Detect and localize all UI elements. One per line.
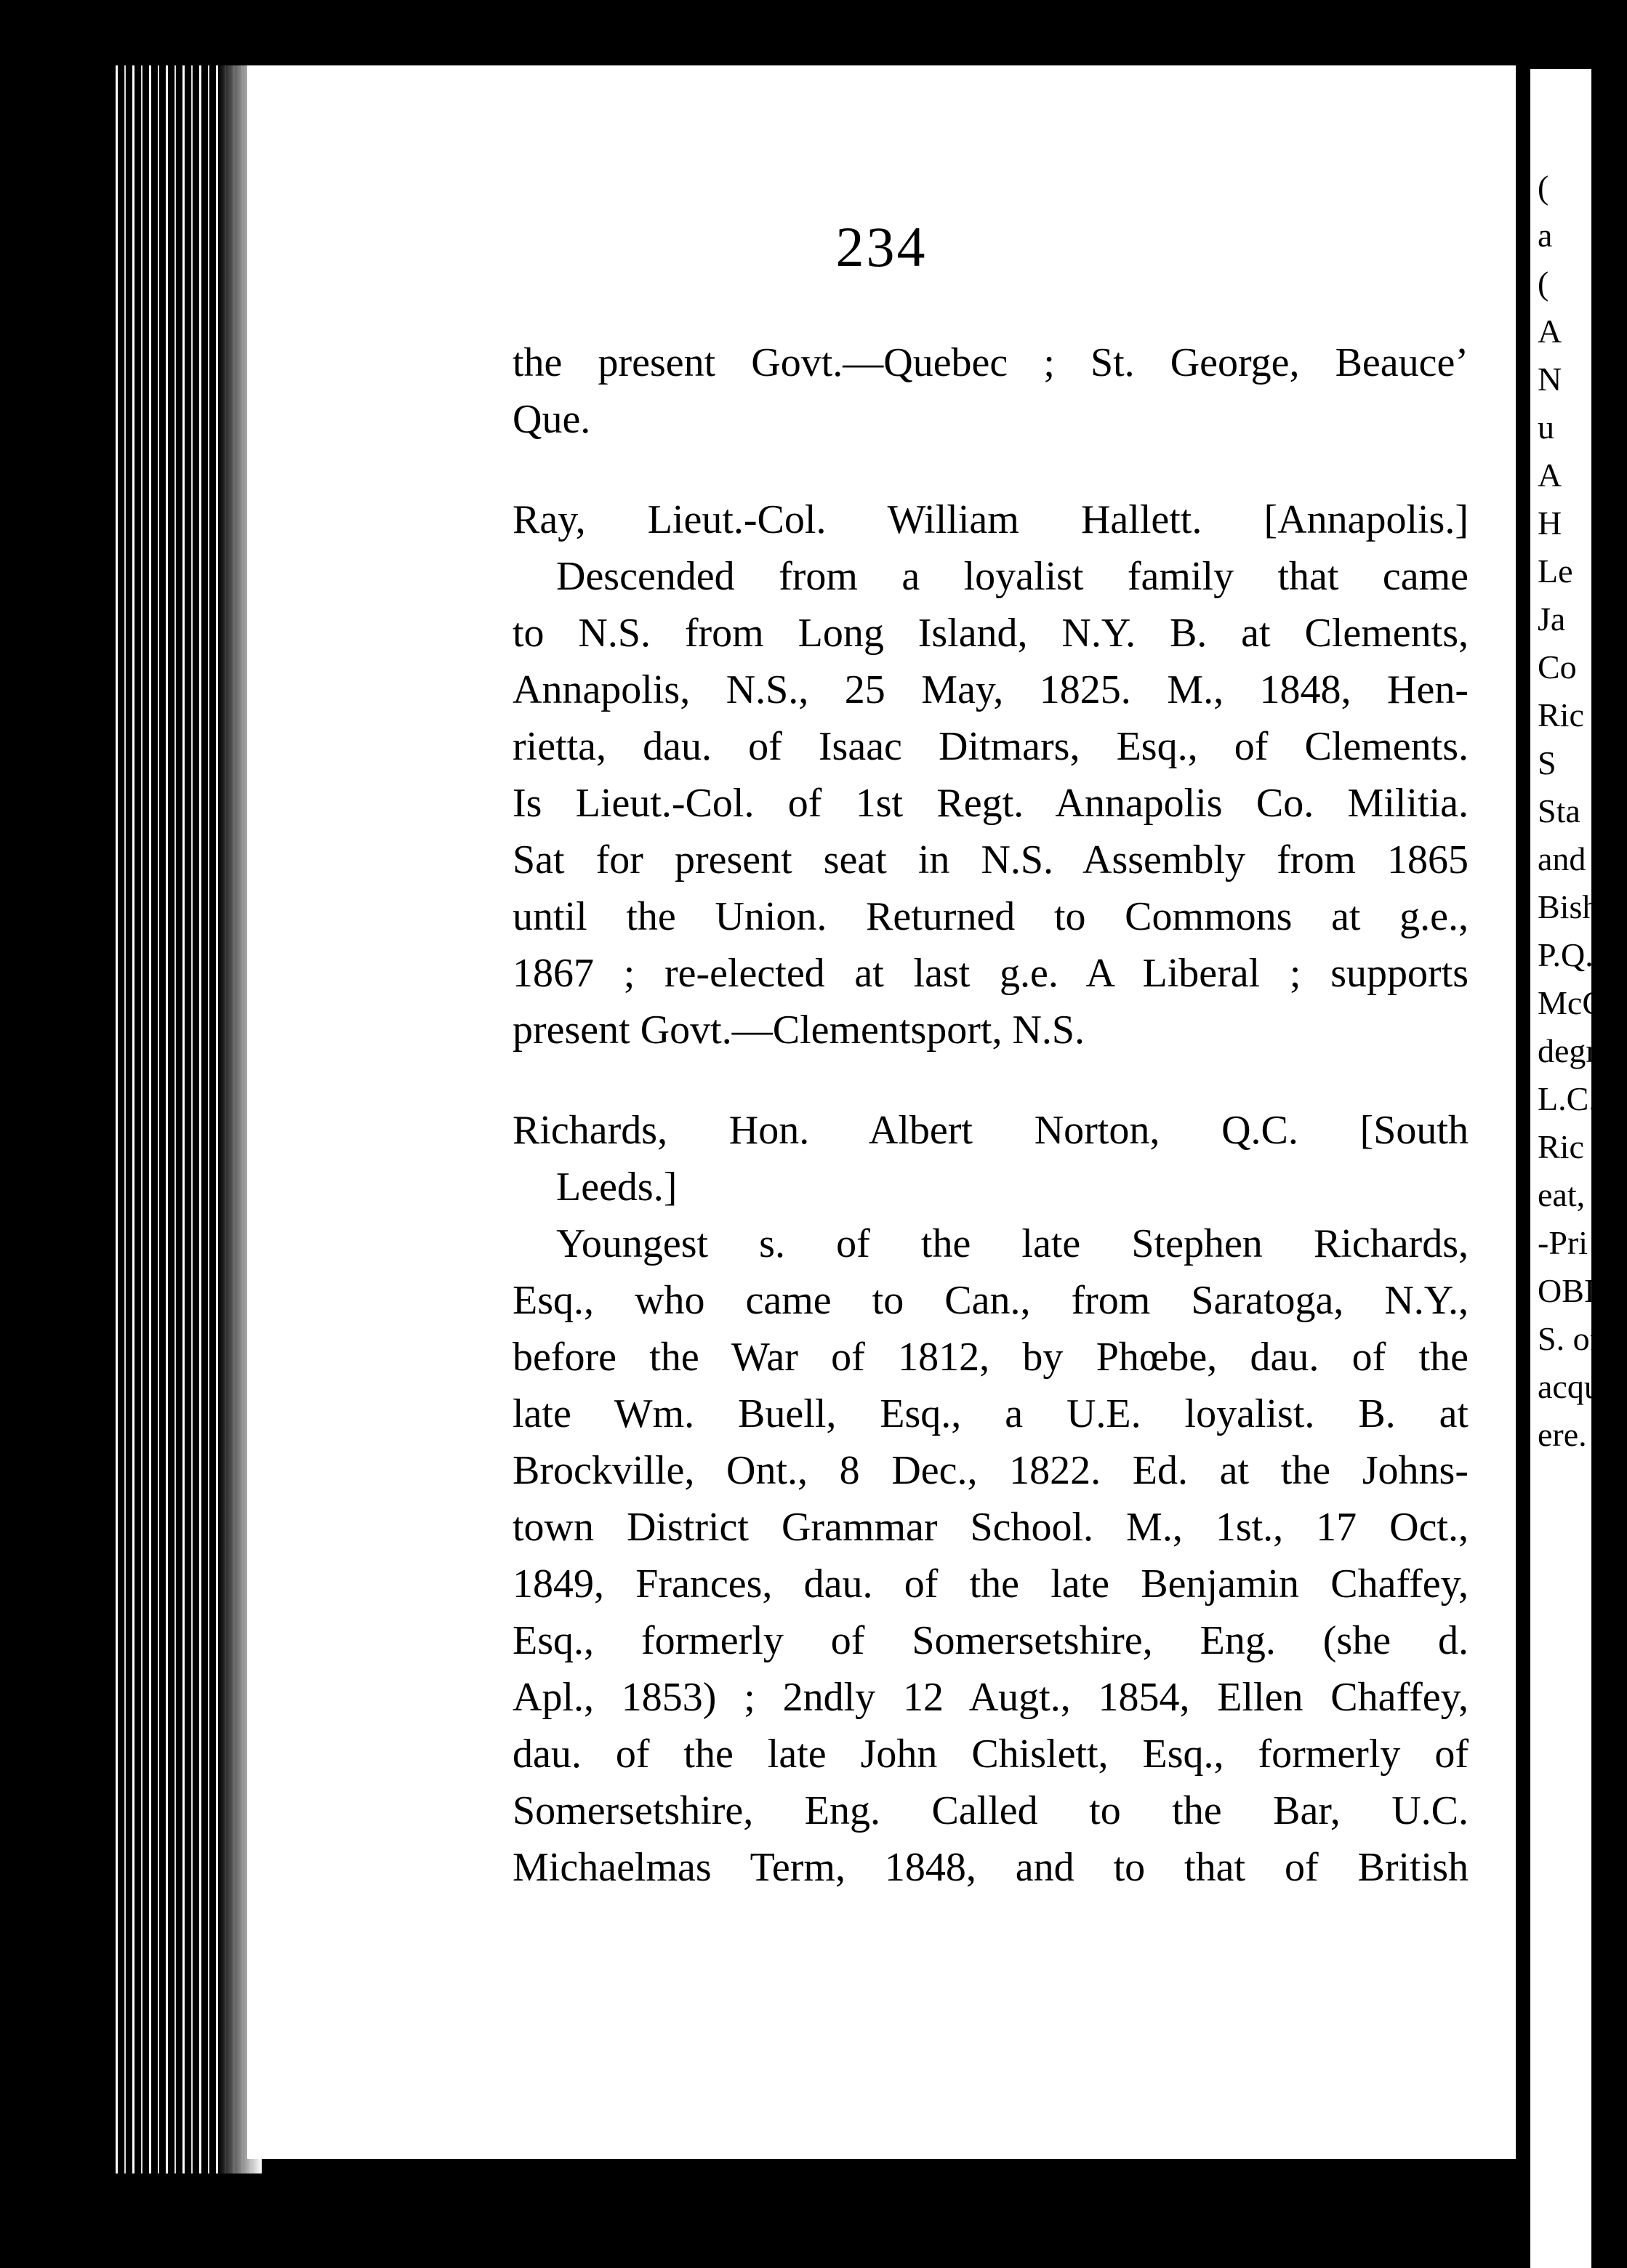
- adjacent-page-line: a: [1538, 217, 1553, 254]
- text-line: Michaelmas Term, 1848, and to that of British: [513, 1845, 1469, 1890]
- adjacent-page-fragment: [1530, 69, 1627, 2268]
- text-line: Richards, Hon. Albert Norton, Q.C. [South: [513, 1108, 1469, 1153]
- adjacent-page-line: Le: [1538, 552, 1573, 590]
- adjacent-page-line: Co: [1538, 648, 1577, 685]
- text-line: Leeds.]: [556, 1165, 678, 1210]
- text-line: Sat for present seat in N.S. Assembly from 1865: [513, 837, 1469, 882]
- text-line: Descended from a loyalist family that came: [556, 554, 1469, 599]
- text-line: dau. of the late John Chislett, Esq., formerly of: [513, 1732, 1469, 1777]
- adjacent-page-line: Sta: [1538, 792, 1580, 829]
- text-line: Youngest s. of the late Stephen Richards,: [556, 1221, 1469, 1266]
- text-line: to N.S. from Long Island, N.Y. B. at Clements,: [513, 611, 1469, 656]
- adjacent-page-line: and: [1538, 840, 1586, 877]
- adjacent-page-line: Ric: [1538, 696, 1584, 733]
- adjacent-page-line: H: [1538, 504, 1562, 542]
- text-line: Annapolis, N.S., 25 May, 1825. M., 1848, Hen-: [513, 667, 1469, 712]
- adjacent-page-line: A: [1538, 457, 1562, 494]
- text-line: rietta, dau. of Isaac Ditmars, Esq., of Clements.: [513, 724, 1469, 769]
- text-line: present Govt.—Clementsport, N.S.: [513, 1008, 1085, 1053]
- adjacent-page-line: u: [1538, 409, 1554, 446]
- text-line: Esq., who came to Can., from Saratoga, N.Y.,: [513, 1278, 1469, 1323]
- adjacent-page-line: OBILI: [1538, 1272, 1627, 1309]
- page-number: 234: [835, 215, 928, 278]
- adjacent-page-line: A: [1538, 313, 1562, 350]
- adjacent-page-line: N: [1538, 361, 1562, 398]
- adjacent-page-line: -Pri: [1538, 1224, 1588, 1261]
- adjacent-page-line: Ja: [1538, 600, 1566, 638]
- adjacent-page-line: Ric: [1538, 1128, 1584, 1165]
- adjacent-page-line: McG: [1538, 984, 1607, 1021]
- adjacent-page-line: (: [1538, 169, 1549, 206]
- text-line: Ray, Lieut.-Col. William Hallett. [Annapolis.]: [513, 497, 1469, 542]
- adjacent-page-line: S. of: [1538, 1320, 1601, 1357]
- adjacent-page-line: S: [1538, 744, 1556, 781]
- text-line: the present Govt.—Quebec ; St. George, Beauce’: [513, 340, 1469, 385]
- text-line: town District Grammar School. M., 1st., 17 Oct.,: [513, 1505, 1469, 1550]
- paragraph-gap: [513, 448, 1469, 491]
- text-line: before the War of 1812, by Phœbe, dau. of the: [513, 1335, 1469, 1380]
- text-line: Brockville, Ont., 8 Dec., 1822. Ed. at the Johns-: [513, 1448, 1469, 1493]
- text-line: Que.: [513, 397, 591, 442]
- adjacent-page-line: (: [1538, 265, 1549, 302]
- adjacent-page-line: P.Q.: [1538, 936, 1594, 973]
- adjacent-page-line: ere.: [1538, 1416, 1587, 1453]
- text-line: late Wm. Buell, Esq., a U.E. loyalist. B. at: [513, 1391, 1469, 1436]
- adjacent-page-line: acque: [1538, 1368, 1616, 1405]
- book-page: [247, 65, 1516, 2159]
- text-line: Somersetshire, Eng. Called to the Bar, U.C.: [513, 1788, 1469, 1833]
- adjacent-page-line: degre: [1538, 1032, 1612, 1069]
- text-line: Esq., formerly of Somersetshire, Eng. (she d.: [513, 1618, 1469, 1663]
- adjacent-page-line: Bish: [1538, 888, 1599, 925]
- text-line: 1867 ; re-elected at last g.e. A Liberal ; supports: [513, 951, 1469, 996]
- text-line: Apl., 1853) ; 2ndly 12 Augt., 1854, Ellen Chaffey,: [513, 1675, 1469, 1720]
- page-text: [513, 334, 1469, 1896]
- text-line: 1849, Frances, dau. of the late Benjamin Chaffey,: [513, 1561, 1469, 1606]
- text-line: Is Lieut.-Col. of 1st Regt. Annapolis Co. Militia.: [513, 781, 1469, 826]
- text-line: until the Union. Returned to Commons at g.e.,: [513, 894, 1469, 939]
- adjacent-page-line: eat, a: [1538, 1176, 1609, 1213]
- paragraph-gap: [513, 1058, 1469, 1102]
- adjacent-page-line: L.C.,: [1538, 1080, 1606, 1117]
